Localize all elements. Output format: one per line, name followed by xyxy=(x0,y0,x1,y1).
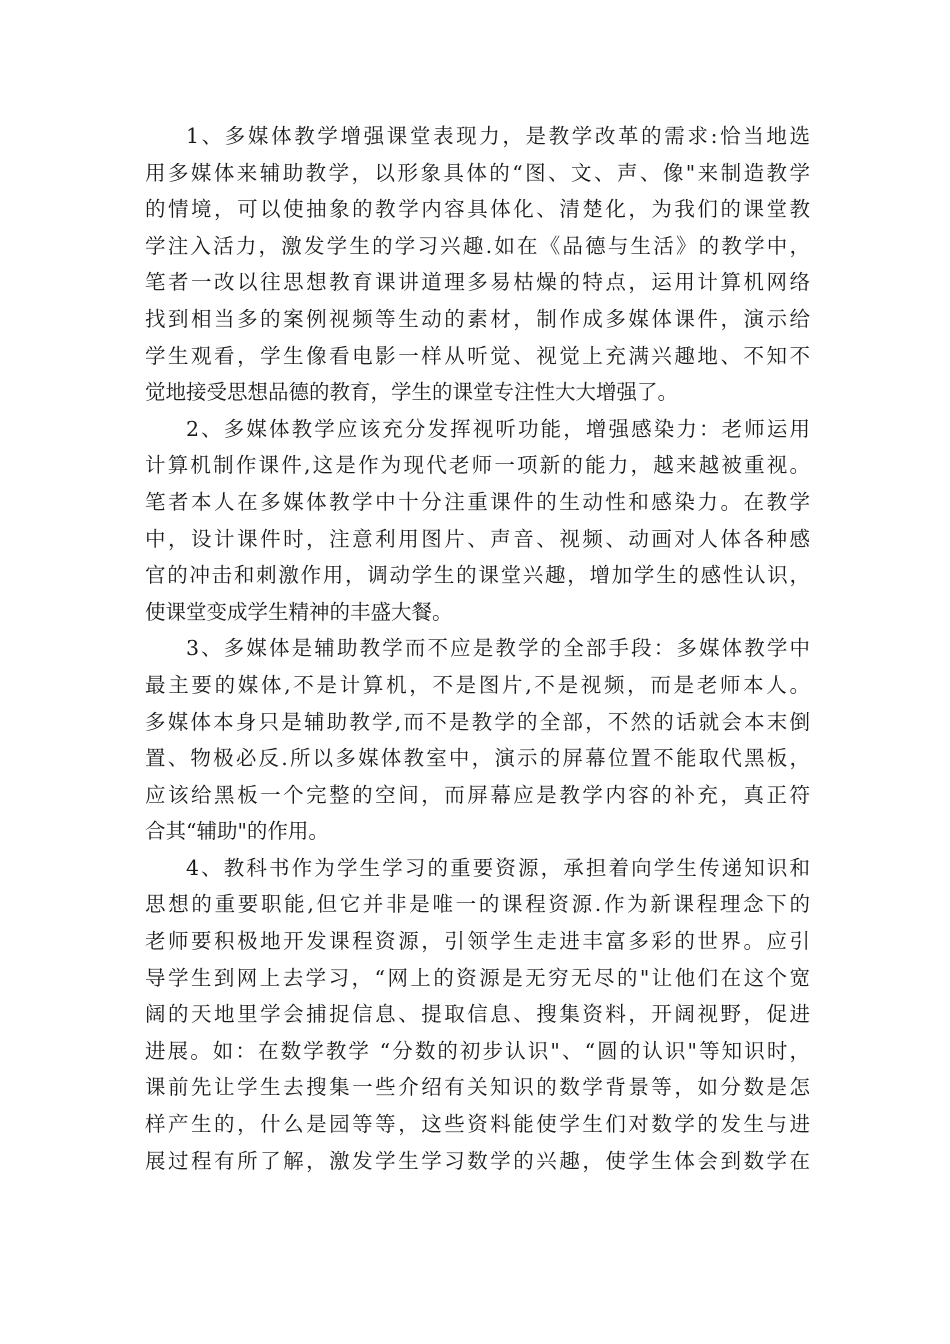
paragraph-line: 4、教科书作为学生学习的重要资源，承担着向学生传递知识和 xyxy=(186,855,810,880)
paragraph-line: 学注入活力，激发学生的学习兴趣.如在《品德与生活》的教学中， xyxy=(145,233,810,258)
paragraph-line: 使课堂变成学生精神的丰盛大餐。 xyxy=(145,599,453,624)
paragraph-line: 2、多媒体教学应该充分发挥视听功能，增强感染力：老师运用 xyxy=(186,416,810,441)
paragraph-line: 样产生的，什么是园等等，这些资料能使学生们对数学的发生与进 xyxy=(145,1112,810,1137)
paragraph-line: 笔者一改以往思想教育课讲道理多易枯燥的特点，运用计算机网络 xyxy=(145,270,810,295)
paragraph-line: 最主要的媒体,不是计算机，不是图片,不是视频，而是老师本人。 xyxy=(145,672,810,697)
paragraph-line: 中，设计课件时，注意利用图片、声音、视频、动画对人体各种感 xyxy=(145,526,810,551)
paragraph-line: 用多媒体来辅助教学，以形象具体的“图、文、声、像"来制造教学 xyxy=(145,160,810,185)
paragraph-line: 导学生到网上去学习，“网上的资源是无穷无尽的"让他们在这个宽 xyxy=(145,965,810,990)
paragraph-line: 老师要积极地开发课程资源，引领学生走进丰富多彩的世界。应引 xyxy=(145,929,810,954)
paragraph-line: 笔者本人在多媒体教学中十分注重课件的生动性和感染力。在教学 xyxy=(145,489,810,514)
paragraph-line: 找到相当多的案例视频等生动的素材，制作成多媒体课件，演示给 xyxy=(145,306,810,331)
paragraph-line: 应该给黑板一个完整的空间，而屏幕应是教学内容的补充，真正符 xyxy=(145,782,810,807)
paragraph-4 xyxy=(145,850,810,1179)
paragraph-line: 进展。如：在数学教学 “分数的初步认识"、“圆的认识"等知识时， xyxy=(145,1038,810,1063)
paragraph-3 xyxy=(145,630,810,850)
paragraph-line: 阔的天地里学会捕捉信息、提取信息、搜集资料，开阔视野，促进 xyxy=(145,1002,810,1027)
paragraph-line: 计算机制作课件,这是作为现代老师一项新的能力，越来越被重视。 xyxy=(145,453,810,478)
paragraph-line: 1、多媒体教学增强课堂表现力，是教学改革的需求:恰当地选 xyxy=(186,124,810,148)
paragraph-line: 3、多媒体是辅助教学而不应是教学的全部手段：多媒体教学中 xyxy=(186,636,810,661)
paragraph-line: 学生观看，学生像看电影一样从听觉、视觉上充满兴趣地、不知不 xyxy=(145,343,810,368)
paragraph-line: 展过程有所了解，激发学生学习数学的兴趣，使学生体会到数学在 xyxy=(145,1148,810,1173)
paragraph-line: 课前先让学生去搜集一些介绍有关知识的数学背景等，如分数是怎 xyxy=(145,1075,810,1100)
paragraph-line: 思想的重要职能,但它并非是唯一的课程资源.作为新课程理念下的 xyxy=(145,892,810,917)
paragraph-line: 置、物极必反.所以多媒体教室中，演示的屏幕位置不能取代黑板， xyxy=(145,746,810,771)
paragraph-line: 官的冲击和刺激作用，调动学生的课堂兴趣，增加学生的感性认识， xyxy=(145,563,810,588)
paragraph-line: 的情境，可以使抽象的教学内容具体化、清楚化，为我们的课堂教 xyxy=(145,197,810,222)
paragraph-2 xyxy=(145,411,810,631)
paragraph-line: 觉地接受思想品德的教育，学生的课堂专注性大大增强了。 xyxy=(145,380,678,405)
document-body xyxy=(145,118,810,1179)
paragraph-line: 多媒体本身只是辅助教学,而不是教学的全部，不然的话就会本末倒 xyxy=(145,709,810,734)
paragraph-1 xyxy=(145,118,810,411)
paragraph-line: 合其“辅助"的作用。 xyxy=(145,819,329,844)
